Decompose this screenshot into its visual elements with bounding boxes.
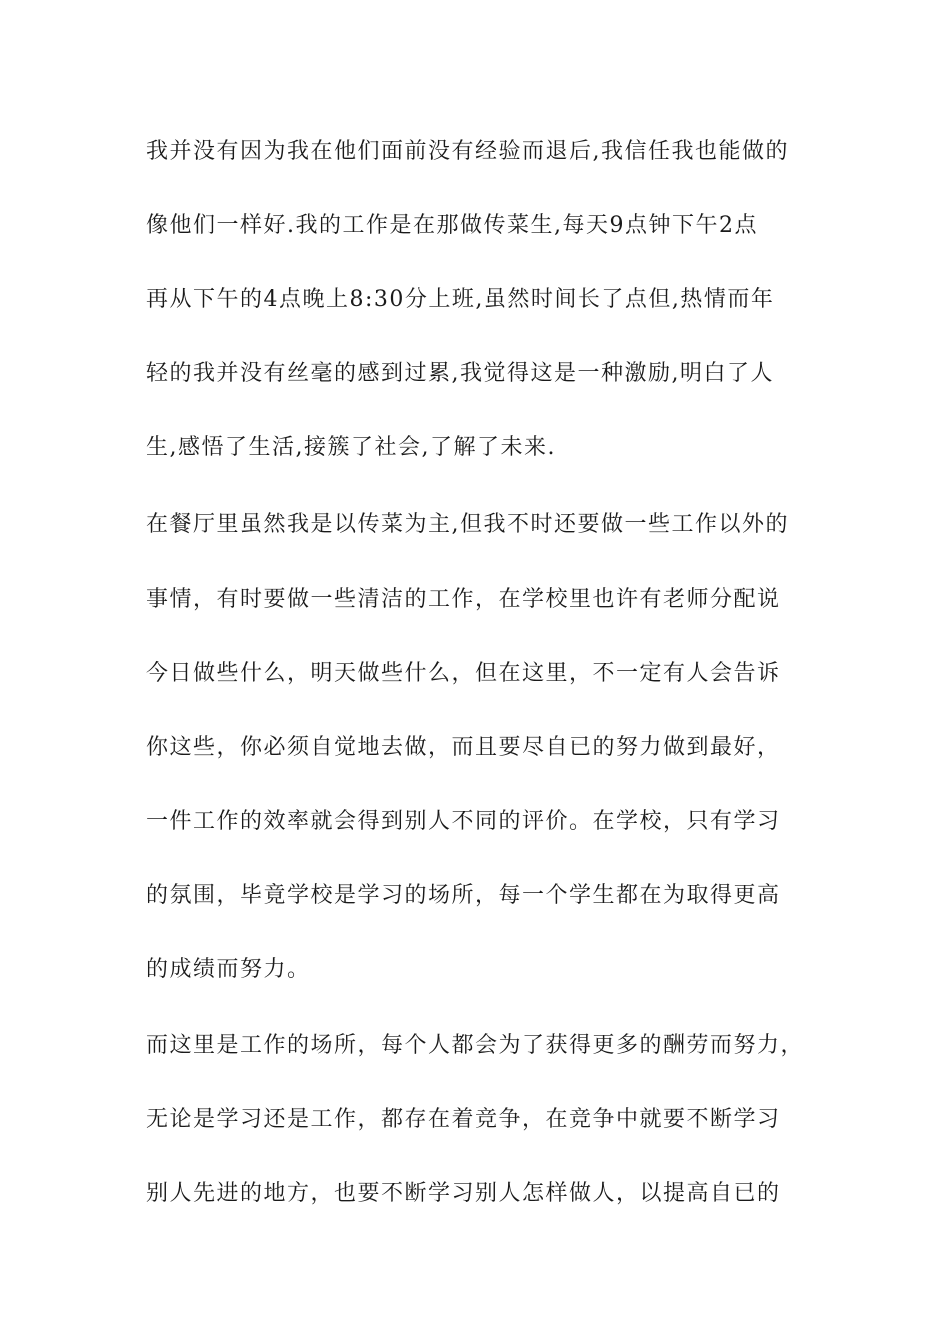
text-line: 我并没有因为我在他们面前没有经验而退后,我信任我也能做的 (146, 139, 789, 164)
text-line: 再从下午的4点晚上8:30分上班,虽然时间长了点但,热情而年 (146, 287, 775, 312)
text-line: 无论是学习还是工作，都存在着竞争，在竞争中就要不断学习 (146, 1107, 781, 1132)
text-line: 你这些，你必须自觉地去做，而且要尽自已的努力做到最好， (146, 735, 781, 760)
text-line: 而这里是工作的场所，每个人都会为了获得更多的酬劳而努力， (146, 1033, 805, 1058)
text-line: 一件工作的效率就会得到别人不同的评价。在学校，只有学习 (146, 809, 781, 834)
text-line: 在餐厅里虽然我是以传菜为主,但我不时还要做一些工作以外的 (146, 512, 789, 537)
text-line: 今日做些什么，明天做些什么，但在这里，不一定有人会告诉 (146, 661, 781, 686)
text-line: 事情，有时要做一些清洁的工作，在学校里也许有老师分配说 (146, 587, 781, 612)
text-line: 轻的我并没有丝毫的感到过累,我觉得这是一种激励,明白了人 (146, 361, 774, 386)
text-line: 像他们一样好.我的工作是在那做传菜生,每天9点钟下午2点 (146, 213, 758, 238)
text-line: 生,感悟了生活,接簇了社会,了解了未来. (146, 435, 556, 460)
text-line: 的成绩而努力。 (146, 957, 311, 982)
text-line: 的氛围，毕竟学校是学习的场所，每一个学生都在为取得更高 (146, 883, 781, 908)
text-line: 别人先进的地方，也要不断学习别人怎样做人，以提高自已的 (146, 1181, 781, 1206)
